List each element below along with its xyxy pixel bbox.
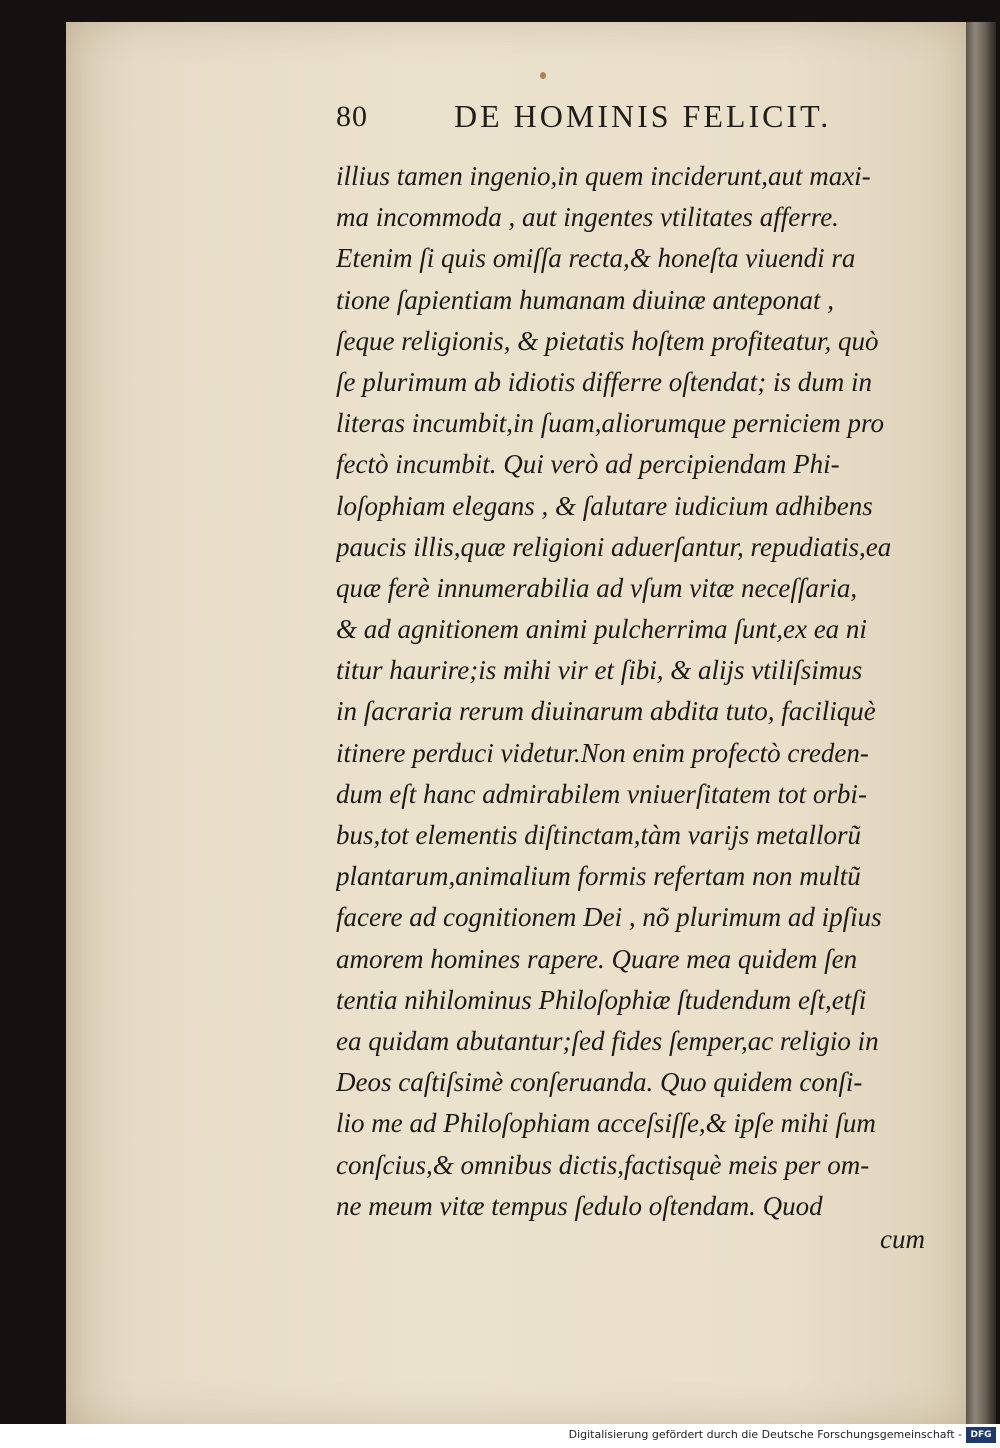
text-line: in ſacraria rerum diuinarum abdita tuto, faciliquè [336,696,876,727]
text-line: ne meum vitæ tempus ſedulo oſtendam. Quod [336,1190,823,1221]
text-line: plantarum,animalium formis refertam non multũ [336,861,861,892]
paper-stain [540,72,546,79]
text-line: dum eſt hanc admirabilem vniuerſitatem tot orbi- [336,778,867,809]
text-line: bus,tot elementis diſtinctam,tàm varijs metallorũ [336,820,861,850]
text-line: literas incumbit,in ſuam,aliorumque perniciem pro [336,408,884,439]
catchword: cum [880,1224,925,1254]
text-line: Deos caſtiſsimè conſeruanda. Quo quidem conſi- [336,1067,863,1098]
text-line: titur haurire;is mihi vir et ſibi, & alijs vtiliſsimus [336,655,863,686]
text-line: tentia nihilominus Philoſophiæ ſtudendum eſt,etſi [336,984,867,1015]
text-line: ea quidam abutantur;ſed fides ſemper,ac religio in [336,1025,879,1056]
page-edge [966,22,996,1424]
text-line: itinere perduci videtur.Non enim profectò creden- [336,737,869,768]
page-number: 80 [336,100,368,133]
body-text [336,156,950,1227]
text-line: illius tamen ingenio,in quem inciderunt,aut maxi- [336,161,871,191]
text-line: fectò incumbit. Qui verò ad percipiendam Phi- [336,449,840,480]
text-line: facere ad cognitionem Dei , nõ plurimum ad ipſius [336,902,882,933]
text-line: Etenim ſi quis omiſſa recta,& honeſta viuendi ra [336,243,856,274]
text-line: amorem homines rapere. Quare mea quidem ſen [336,943,858,974]
text-line: loſophiam elegans , & ſalutare iudicium adhibens [336,490,873,521]
text-line: tione ſapientiam humanam diuinæ anteponat , [336,284,834,315]
text-line: conſcius,& omnibus dictis,factisquè meis per om- [336,1149,870,1180]
text-line: quæ ferè innumerabilia ad vſum vitæ neceſſaria, [336,572,858,603]
text-line: paucis illis,quæ religioni aduerſantur, repudiatis,ea [336,531,892,562]
text-line: lio me ad Philoſophiam acceſsiſſe,& ipſe mihi ſum [336,1108,876,1139]
digitization-credit: Digitalisierung gefördert durch die Deutsche Forschungsgemeinschaft - [568,1428,962,1441]
text-line: ſe plurimum ab idiotis differre oſtendat; is dum in [336,366,872,397]
text-line: & ad agnitionem animi pulcherrima ſunt,ex ea ni [336,614,867,645]
text-line: ſeque religionis, & pietatis hoſtem profiteatur, quò [336,325,879,356]
text-line: ma incommoda , aut ingentes vtilitates afferre. [336,202,839,233]
dfg-logo: DFG [966,1427,996,1443]
page-header [336,98,948,146]
running-title: DE HOMINIS FELICIT. [454,98,832,134]
